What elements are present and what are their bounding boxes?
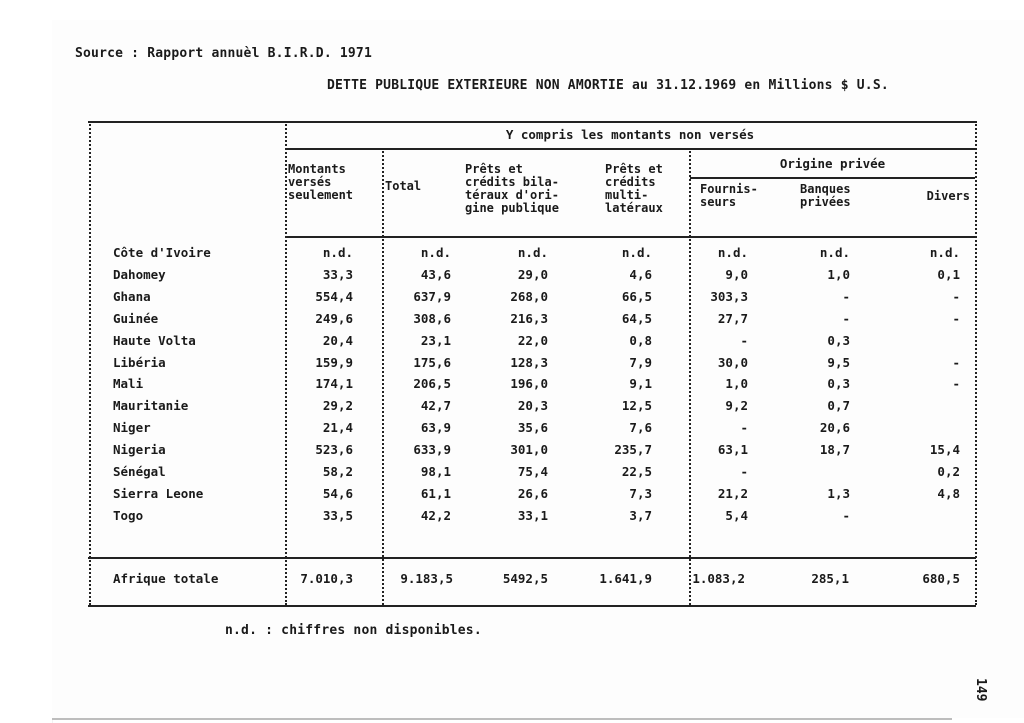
header-group-label: Y compris les montants non versés — [505, 127, 755, 142]
table-cell: 7,9 — [629, 354, 652, 370]
row-country: Dahomey — [113, 266, 166, 282]
table-cell: n.d. — [819, 245, 850, 260]
table-cell: 159,9 — [315, 354, 353, 370]
row-country: Mali — [113, 376, 144, 392]
column-header: Total — [385, 179, 422, 193]
table-cell: - — [740, 332, 748, 348]
col-sep-right — [975, 121, 977, 605]
table-cell: 20,3 — [517, 398, 548, 414]
table-cell: 0,2 — [937, 464, 960, 479]
table-cell: 554,4 — [315, 288, 353, 304]
column-header: Fournis- seurs — [700, 182, 758, 209]
table-cell: 216,3 — [510, 310, 548, 326]
row-country: Guinée — [113, 310, 159, 326]
table-cell: - — [952, 288, 960, 304]
table-cell: - — [740, 464, 748, 479]
table-cell: 33,3 — [322, 266, 353, 282]
table-cell: 174,1 — [315, 376, 353, 392]
table-cell: 18,7 — [819, 442, 850, 458]
table-cell: 1,0 — [827, 266, 850, 282]
table-cell: 27,7 — [717, 310, 748, 326]
table-cell: 0,3 — [827, 376, 850, 392]
rule-under-private — [690, 177, 975, 179]
total-cell: 285,1 — [811, 571, 849, 586]
col-sep-left — [89, 121, 91, 605]
table-cell: 21,4 — [322, 420, 353, 436]
scan-edge-bottom — [52, 718, 952, 720]
header-private-label: Origine privée — [779, 156, 886, 171]
table-cell: 26,6 — [517, 485, 548, 501]
column-header: Montants versés seulement — [288, 162, 354, 202]
table-cell: 20,4 — [322, 332, 353, 348]
column-header: Prêts et crédits bila- téraux d'ori- gine publique — [465, 162, 559, 215]
total-cell: 9.183,5 — [400, 571, 453, 586]
table-cell: 61,1 — [420, 485, 451, 501]
row-country: Haute Volta — [113, 332, 196, 348]
table-cell: 0,3 — [827, 332, 850, 348]
page-number: 149 — [973, 678, 988, 702]
table-cell: 20,6 — [819, 420, 850, 436]
table-cell: n.d. — [420, 245, 451, 260]
table-cell: 637,9 — [413, 288, 451, 304]
table-cell: 9,5 — [827, 354, 850, 370]
table-cell: n.d. — [621, 245, 652, 260]
table-cell: 54,6 — [322, 485, 353, 501]
table-cell: - — [842, 310, 850, 326]
table-cell: 249,6 — [315, 310, 353, 326]
scan-margin-top — [52, 0, 282, 21]
rule-under-header — [285, 236, 975, 238]
table-cell: - — [740, 420, 748, 436]
table-cell: n.d. — [517, 245, 548, 260]
table-cell: 33,5 — [322, 507, 353, 523]
column-header: Prêts et crédits multi- latéraux — [605, 162, 663, 215]
table-cell: 4,8 — [937, 485, 960, 501]
table-cell: 30,0 — [717, 354, 748, 370]
row-country: Sierra Leone — [113, 485, 204, 501]
table-cell: 268,0 — [510, 288, 548, 304]
table-cell: - — [952, 376, 960, 392]
table-cell: 7,3 — [629, 485, 652, 501]
total-cell: 1.641,9 — [599, 571, 652, 586]
row-country: Libéria — [113, 354, 166, 370]
table-cell: 128,3 — [510, 354, 548, 370]
table-cell: 42,2 — [420, 507, 451, 523]
table-cell: 22,0 — [517, 332, 548, 348]
table-cell: 58,2 — [322, 464, 353, 479]
table-cell: 63,9 — [420, 420, 451, 436]
total-row-label: Afrique totale — [113, 571, 219, 586]
rule-under-group — [285, 148, 975, 150]
table-cell: 301,0 — [510, 442, 548, 458]
table-cell: 633,9 — [413, 442, 451, 458]
table-cell: 523,6 — [315, 442, 353, 458]
table-cell: 1,0 — [725, 376, 748, 392]
row-country: Togo — [113, 507, 144, 523]
scan-margin-left — [0, 18, 53, 723]
row-country: Sénégal — [113, 464, 166, 479]
table-cell: 175,6 — [413, 354, 451, 370]
row-country: Ghana — [113, 288, 151, 304]
table-cell: 9,0 — [725, 266, 748, 282]
row-country: Mauritanie — [113, 398, 189, 414]
table-cell: 3,7 — [629, 507, 652, 523]
table-cell: 42,7 — [420, 398, 451, 414]
table-cell: 1,3 — [827, 485, 850, 501]
table-cell: n.d. — [322, 245, 353, 260]
table-cell: n.d. — [929, 245, 960, 260]
table-cell: 75,4 — [517, 464, 548, 479]
table-cell: 12,5 — [621, 398, 652, 414]
column-header: Divers — [926, 189, 970, 203]
table-cell: 33,1 — [517, 507, 548, 523]
table-cell: 9,2 — [725, 398, 748, 414]
table-cell: 4,6 — [629, 266, 652, 282]
table-cell: - — [952, 354, 960, 370]
rule-top — [88, 121, 976, 123]
table-cell: 22,5 — [621, 464, 652, 479]
rule-above-total — [88, 557, 976, 559]
table-cell: - — [842, 507, 850, 523]
table-cell: n.d. — [717, 245, 748, 260]
table-cell: 303,3 — [710, 288, 748, 304]
table-cell: 0,1 — [937, 266, 960, 282]
document-page — [52, 20, 1024, 718]
table-cell: 308,6 — [413, 310, 451, 326]
table-cell: 63,1 — [717, 442, 748, 458]
total-cell: 7.010,3 — [300, 571, 353, 586]
total-cell: 1.083,2 — [692, 571, 745, 586]
table-cell: 7,6 — [629, 420, 652, 436]
table-cell: 235,7 — [614, 442, 652, 458]
table-cell: 29,0 — [517, 266, 548, 282]
row-country: Côte d'Ivoire — [113, 245, 211, 260]
table-cell: - — [952, 310, 960, 326]
table-cell: 43,6 — [420, 266, 451, 282]
table-cell: 206,5 — [413, 376, 451, 392]
row-country: Niger — [113, 420, 151, 436]
table-cell: 196,0 — [510, 376, 548, 392]
table-cell: 66,5 — [621, 288, 652, 304]
table-cell: 29,2 — [322, 398, 353, 414]
rule-bottom — [88, 605, 976, 607]
table-cell: 5,4 — [725, 507, 748, 523]
source-line: Source : Rapport annuèl B.I.R.D. 1971 — [75, 46, 372, 61]
total-cell: 680,5 — [922, 571, 960, 586]
total-cell: 5492,5 — [502, 571, 548, 586]
table-title: DETTE PUBLIQUE EXTERIEURE NON AMORTIE au 31.12.1969 en Millions $ U.S. — [327, 78, 889, 93]
table-cell: 64,5 — [621, 310, 652, 326]
table-cell: 0,7 — [827, 398, 850, 414]
table-cell: 9,1 — [629, 376, 652, 392]
table-cell: 35,6 — [517, 420, 548, 436]
row-country: Nigeria — [113, 442, 166, 458]
table-cell: 21,2 — [717, 485, 748, 501]
table-cell: 98,1 — [420, 464, 451, 479]
table-cell: 23,1 — [420, 332, 451, 348]
table-cell: 15,4 — [929, 442, 960, 458]
column-header: Banques privées — [800, 182, 851, 209]
footnote: n.d. : chiffres non disponibles. — [225, 623, 482, 638]
table-cell: 0,8 — [629, 332, 652, 348]
table-cell: - — [842, 288, 850, 304]
